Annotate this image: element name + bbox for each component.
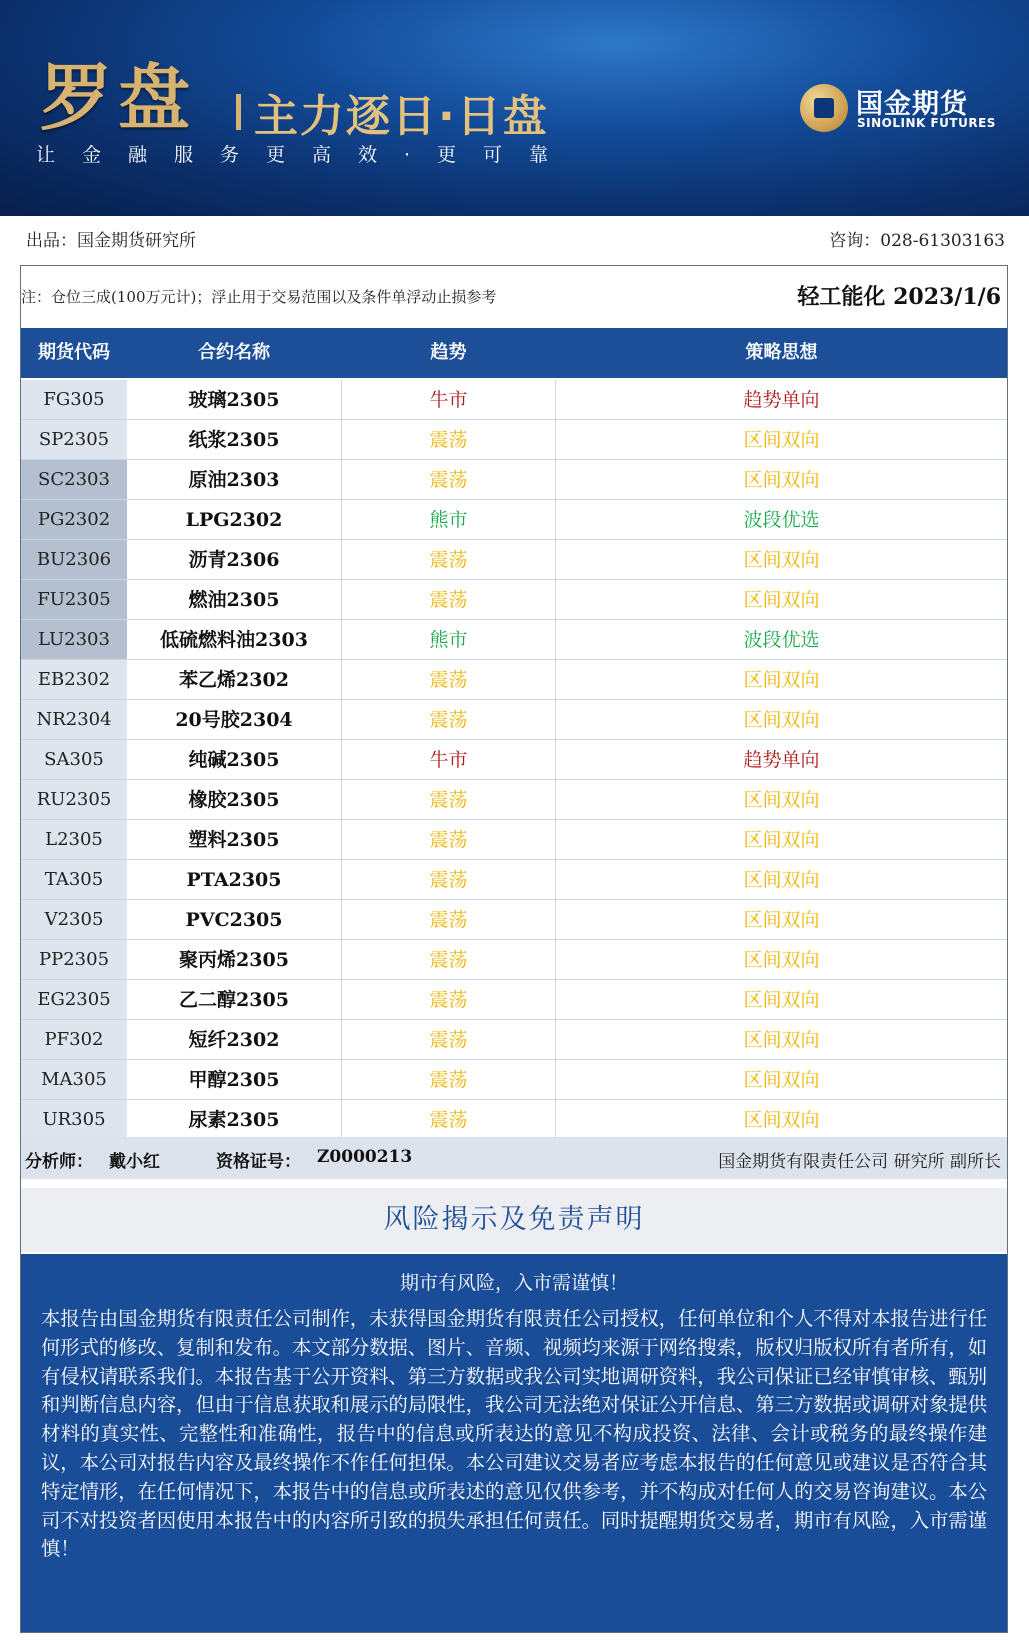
cell-trend: 震荡	[342, 460, 556, 499]
table-row	[21, 540, 1007, 580]
cell-name: 低硫燃料油2303	[127, 620, 342, 659]
analyst-row	[21, 1137, 1007, 1179]
table-row	[21, 660, 1007, 700]
cell-name: PTA2305	[127, 860, 342, 899]
cell-trend: 震荡	[342, 540, 556, 579]
header-banner	[0, 0, 1029, 216]
risk-headline: 期市有风险，入市需谨慎！	[399, 1272, 628, 1294]
cell-trend: 震荡	[342, 580, 556, 619]
cell-name: 甲醇2305	[127, 1060, 342, 1099]
table-row	[21, 860, 1007, 900]
cell-strategy: 趋势单向	[743, 749, 820, 771]
cell-strategy: 区间双向	[743, 429, 820, 451]
table-row	[21, 1100, 1007, 1140]
cell-strategy: 区间双向	[743, 829, 820, 851]
analyst-name: 戴小红	[109, 1152, 160, 1172]
cell-strategy: 区间双向	[743, 949, 820, 971]
cert-number: Z0000213	[317, 1147, 413, 1167]
cell-trend: 震荡	[342, 780, 556, 819]
cell-trend: 震荡	[342, 700, 556, 739]
cell-name: 原油2303	[127, 460, 342, 499]
cell-name: 纯碱2305	[127, 740, 342, 779]
cell-code: SC2303	[21, 460, 127, 499]
cell-strategy: 趋势单向	[743, 389, 820, 411]
brand-separator	[236, 94, 241, 130]
analyst-label: 分析师：	[25, 1152, 93, 1172]
table-row	[21, 420, 1007, 460]
cell-trend: 震荡	[342, 820, 556, 859]
table-row	[21, 820, 1007, 860]
cell-name: 橡胶2305	[127, 780, 342, 819]
cell-trend: 震荡	[342, 900, 556, 939]
cell-name: 塑料2305	[127, 820, 342, 859]
table-row	[21, 940, 1007, 980]
cell-name: PVC2305	[127, 900, 342, 939]
cell-name: 乙二醇2305	[127, 980, 342, 1019]
cell-trend: 震荡	[342, 1020, 556, 1059]
cell-code: PF302	[21, 1020, 127, 1059]
company-logo-english: SINOLINK FUTURES	[857, 116, 996, 130]
table-row	[21, 980, 1007, 1020]
cell-strategy: 区间双向	[743, 469, 820, 491]
table-row	[21, 780, 1007, 820]
cell-trend: 震荡	[342, 1060, 556, 1099]
cell-strategy: 区间双向	[743, 789, 820, 811]
table-row	[21, 460, 1007, 500]
table-header	[21, 328, 1007, 378]
cell-name: 沥青2306	[127, 540, 342, 579]
cell-trend: 震荡	[342, 1100, 556, 1139]
cell-code: TA305	[21, 860, 127, 899]
cell-name: 20号胶2304	[127, 700, 342, 739]
cell-code: SP2305	[21, 420, 127, 459]
table-row	[21, 1060, 1007, 1100]
cell-name: 聚丙烯2305	[127, 940, 342, 979]
cell-name: 苯乙烯2302	[127, 660, 342, 699]
header-trend: 趋势	[430, 342, 467, 363]
company-logo-icon	[800, 84, 848, 132]
analyst-organization: 国金期货有限责任公司 研究所 副所长	[718, 1152, 1001, 1172]
table-row	[21, 740, 1007, 780]
cell-trend: 熊市	[342, 620, 556, 659]
cell-name: 纸浆2305	[127, 420, 342, 459]
cell-code: RU2305	[21, 780, 127, 819]
cell-trend: 熊市	[342, 500, 556, 539]
cell-code: L2305	[21, 820, 127, 859]
cell-strategy: 波段优选	[743, 509, 820, 531]
brand-slogan: 让金融服务更高效·更可靠	[36, 144, 576, 166]
cell-code: UR305	[21, 1100, 127, 1139]
table-row	[21, 700, 1007, 740]
cell-code: FU2305	[21, 580, 127, 619]
notice-row	[21, 266, 1007, 328]
cell-code: V2305	[21, 900, 127, 939]
cell-trend: 牛市	[342, 740, 556, 779]
cell-strategy: 区间双向	[743, 989, 820, 1011]
header-strategy: 策略思想	[745, 342, 818, 363]
cell-name: 短纤2302	[127, 1020, 342, 1059]
cell-trend: 震荡	[342, 940, 556, 979]
cell-code: SA305	[21, 740, 127, 779]
report-title: 轻工能化 2023/1/6	[797, 284, 1001, 310]
cell-trend: 震荡	[342, 980, 556, 1019]
notice-text: 注：仓位三成(100万元计)；浮止用于交易范围以及条件单浮动止损参考	[21, 288, 497, 306]
cell-strategy: 区间双向	[743, 869, 820, 891]
table-row	[21, 900, 1007, 940]
cell-name: 燃油2305	[127, 580, 342, 619]
table-row	[21, 620, 1007, 660]
cell-code: BU2306	[21, 540, 127, 579]
risk-body: 本报告由国金期货有限责任公司制作，未获得国金期货有限责任公司授权，任何单位和个人不得对本报告进行任何形式的修改、复制和发布。本文部分数据、图片、音频、视频均来源于网络搜索，版权归版权所有者所有，如有侵权请联系我们。本报告基于公开资料、第三方数据或我公司实地调研资料，我公司保证已经审慎审核、甄别和判断信息内容，但由于信息获取和展示的局限性，我公司无法绝对保证公开信息、第三方数据或调研对象提供材料的真实性、完整性和准确性，报告中的信息或所表达的意见不构成投资、法律、会计或税务的最终操作建议，本公司对报告内容及最终操作不作任何担保。本公司建议交易者应考虑本报告的任何意见或建议是否符合其特定情形，在任何情况下，本报告中的信息或所表述的意见仅供参考，并不构成对任何人的交易咨询建议。本公司不对投资者因使用本报告中的内容所引致的损失承担任何责任。同时提醒期货交易者，期市有风险，入市需谨慎！	[41, 1307, 987, 1561]
company-logo-name: 国金期货	[856, 89, 968, 120]
cell-strategy: 区间双向	[743, 709, 820, 731]
contact-label: 咨询：028-61303163	[829, 231, 1005, 251]
cell-code: MA305	[21, 1060, 127, 1099]
table-body	[21, 380, 1007, 1140]
cell-code: EG2305	[21, 980, 127, 1019]
cell-strategy: 区间双向	[743, 1069, 820, 1091]
cell-trend: 牛市	[342, 380, 556, 419]
cell-trend: 震荡	[342, 420, 556, 459]
cell-code: FG305	[21, 380, 127, 419]
risk-disclaimer	[21, 1254, 1007, 1632]
cell-name: LPG2302	[127, 500, 342, 539]
cell-strategy: 区间双向	[743, 669, 820, 691]
cell-code: NR2304	[21, 700, 127, 739]
publisher-label: 出品：国金期货研究所	[26, 231, 196, 251]
cell-strategy: 区间双向	[743, 549, 820, 571]
cell-name: 尿素2305	[127, 1100, 342, 1139]
cell-code: LU2303	[21, 620, 127, 659]
table-row	[21, 1020, 1007, 1060]
cell-trend: 震荡	[342, 860, 556, 899]
brand-subtitle: 主力逐日·日盘	[254, 91, 549, 142]
brand-title: 罗盘	[40, 55, 197, 140]
cert-label: 资格证号：	[216, 1152, 301, 1172]
header-name: 合约名称	[198, 342, 270, 363]
cell-strategy: 波段优选	[743, 629, 820, 651]
header-code: 期货代码	[38, 342, 110, 363]
table-row	[21, 500, 1007, 540]
cell-strategy: 区间双向	[743, 1109, 820, 1131]
cell-code: EB2302	[21, 660, 127, 699]
cell-strategy: 区间双向	[743, 1029, 820, 1051]
cell-code: PP2305	[21, 940, 127, 979]
cell-strategy: 区间双向	[743, 909, 820, 931]
table-row	[21, 380, 1007, 420]
table-row	[21, 580, 1007, 620]
cell-code: PG2302	[21, 500, 127, 539]
cell-trend: 震荡	[342, 660, 556, 699]
cell-name: 玻璃2305	[127, 380, 342, 419]
cell-strategy: 区间双向	[743, 589, 820, 611]
risk-title: 风险揭示及免责声明	[21, 1188, 1007, 1252]
